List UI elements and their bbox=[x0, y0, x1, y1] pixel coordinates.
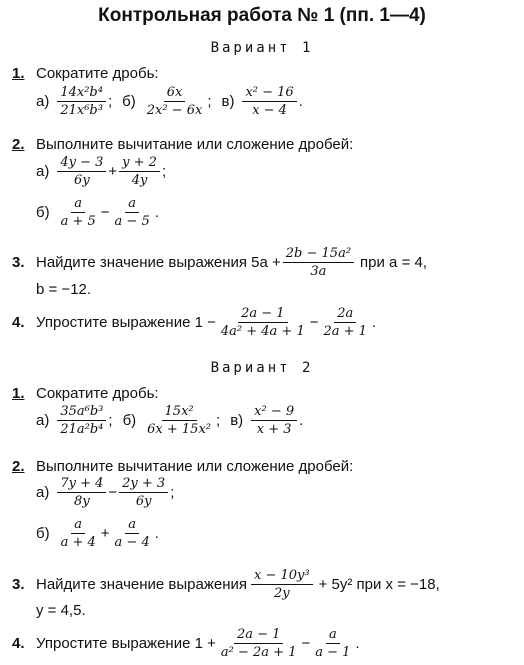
fraction bbox=[57, 155, 106, 188]
denominator: a² − 2a + 1 bbox=[220, 645, 297, 660]
fraction bbox=[251, 404, 297, 437]
numerator: a bbox=[71, 517, 85, 534]
numerator: x² − 9 bbox=[251, 404, 297, 421]
operator: + bbox=[100, 524, 110, 542]
numerator: 2a bbox=[334, 306, 356, 323]
numerator: 2b − 15a² bbox=[283, 246, 354, 263]
denominator: a + 4 bbox=[60, 535, 96, 550]
operator: − bbox=[108, 483, 118, 501]
item-label: б) bbox=[36, 524, 50, 542]
v1-task-2 bbox=[12, 136, 353, 154]
fraction bbox=[57, 404, 106, 437]
item-label: б) bbox=[36, 203, 50, 221]
item-label: а) bbox=[36, 483, 50, 501]
fraction bbox=[312, 627, 353, 660]
punct: . bbox=[299, 411, 304, 429]
denominator: 3a bbox=[310, 264, 327, 279]
v2-task-2b bbox=[36, 517, 159, 550]
v2-task-1-items bbox=[36, 404, 303, 437]
denominator: 21a²b⁴ bbox=[60, 422, 104, 437]
task-text-tail: при a = 4, bbox=[360, 253, 428, 271]
fraction bbox=[112, 517, 153, 550]
denominator: x + 3 bbox=[256, 422, 292, 437]
task-text: Упростите выражение 1 − bbox=[36, 313, 216, 331]
variant-2-heading: Вариант 2 bbox=[210, 360, 314, 376]
numerator: 2y + 3 bbox=[119, 476, 168, 493]
v1-task-4 bbox=[12, 306, 376, 339]
operator: − bbox=[301, 634, 311, 652]
punct: . bbox=[154, 524, 159, 542]
item-label: в) bbox=[221, 92, 235, 110]
denominator: 6y bbox=[74, 173, 90, 188]
task-text: Найдите значение выражения bbox=[36, 575, 247, 593]
item-label: б) bbox=[122, 92, 136, 110]
fraction bbox=[218, 627, 300, 660]
task-number: 4. bbox=[12, 634, 25, 652]
item-label: в) bbox=[230, 411, 244, 429]
operator: − bbox=[309, 313, 319, 331]
page-title: Контрольная работа № 1 (пп. 1—4) bbox=[98, 5, 426, 26]
fraction bbox=[321, 306, 370, 339]
task-text: Упростите выражение 1 + bbox=[36, 634, 216, 652]
numerator: a bbox=[326, 627, 340, 644]
numerator: a bbox=[125, 196, 139, 213]
fraction bbox=[119, 476, 168, 509]
numerator: 7y + 4 bbox=[57, 476, 106, 493]
numerator: x − 10y³ bbox=[251, 568, 313, 585]
task-number: 4. bbox=[12, 313, 25, 331]
numerator: y + 2 bbox=[119, 155, 160, 172]
task-number: 1. bbox=[12, 65, 25, 82]
task-number: 3. bbox=[12, 575, 25, 593]
numerator: 14x²b⁴ bbox=[57, 85, 106, 102]
task-number: 1. bbox=[12, 385, 25, 402]
denominator: a − 1 bbox=[315, 645, 351, 660]
task-number: 2. bbox=[12, 136, 25, 153]
v2-task-3-line2: y = 4,5. bbox=[36, 602, 86, 619]
denominator: a − 5 bbox=[114, 214, 150, 229]
numerator: 2a − 1 bbox=[238, 306, 287, 323]
numerator: 4y − 3 bbox=[57, 155, 106, 172]
numerator: a bbox=[125, 517, 139, 534]
denominator: 6x + 15x² bbox=[147, 422, 212, 437]
task-text: Найдите значение выражения 5a + bbox=[36, 253, 281, 271]
fraction bbox=[119, 155, 160, 188]
fraction bbox=[218, 306, 308, 339]
punct: . bbox=[298, 92, 303, 110]
v1-task-3-line2: b = −12. bbox=[36, 281, 92, 298]
fraction bbox=[58, 517, 99, 550]
task-text: Выполните вычитание или сложение дробей: bbox=[36, 136, 354, 153]
v2-task-2a bbox=[36, 476, 174, 509]
task-text-tail: + 5y² при x = −18, bbox=[318, 575, 440, 593]
fraction bbox=[57, 85, 106, 118]
numerator: 6x bbox=[164, 85, 186, 102]
variant-1-heading: Вариант 1 bbox=[210, 40, 314, 56]
numerator: 35a⁶b³ bbox=[57, 404, 106, 421]
fraction bbox=[251, 568, 313, 601]
denominator: 2y bbox=[273, 586, 290, 601]
item-label: а) bbox=[36, 411, 50, 429]
punct: ; bbox=[107, 92, 113, 110]
fraction bbox=[144, 85, 206, 118]
punct: ; bbox=[161, 162, 167, 180]
v1-task-1 bbox=[12, 65, 159, 83]
item-label: а) bbox=[36, 162, 50, 180]
task-number: 2. bbox=[12, 458, 25, 475]
task-text: Выполните вычитание или сложение дробей: bbox=[36, 458, 354, 475]
fraction bbox=[112, 196, 153, 229]
denominator: 2a + 1 bbox=[323, 324, 367, 339]
denominator: 8y bbox=[74, 494, 90, 509]
denominator: 6y bbox=[135, 494, 152, 509]
denominator: 4a² + 4a + 1 bbox=[220, 324, 305, 339]
item-label: б) bbox=[122, 411, 137, 429]
denominator: a + 5 bbox=[60, 214, 96, 229]
denominator: 2x² − 6x bbox=[146, 103, 203, 118]
denominator: 4y bbox=[131, 173, 148, 188]
v1-task-2a bbox=[36, 155, 166, 188]
task-text: Сократите дробь: bbox=[36, 385, 159, 402]
v1-task-3 bbox=[12, 246, 427, 279]
operator: + bbox=[108, 162, 118, 180]
punct: . bbox=[154, 203, 159, 221]
punct: ; bbox=[108, 411, 113, 429]
v2-task-2 bbox=[12, 458, 353, 476]
v2-task-1 bbox=[12, 385, 159, 403]
denominator: 21x⁶b³ bbox=[60, 103, 103, 118]
v1-task-1-items bbox=[36, 85, 303, 118]
punct: . bbox=[371, 313, 377, 331]
punct: . bbox=[355, 634, 360, 652]
fraction bbox=[144, 404, 214, 437]
numerator: 2a − 1 bbox=[234, 627, 283, 644]
item-label: а) bbox=[36, 92, 50, 110]
v2-task-3 bbox=[12, 568, 440, 601]
punct: ; bbox=[170, 483, 175, 501]
numerator: x² − 16 bbox=[242, 85, 296, 102]
fraction bbox=[57, 476, 106, 509]
fraction bbox=[242, 85, 296, 118]
operator: − bbox=[100, 203, 110, 221]
denominator: x − 4 bbox=[252, 103, 287, 118]
task-text: Сократите дробь: bbox=[36, 65, 159, 82]
numerator: 15x² bbox=[162, 404, 197, 421]
v1-task-2b bbox=[36, 196, 159, 229]
punct: ; bbox=[207, 92, 212, 110]
v2-task-4 bbox=[12, 627, 360, 660]
numerator: a bbox=[71, 196, 85, 213]
fraction bbox=[58, 196, 99, 229]
punct: ; bbox=[216, 411, 221, 429]
task-number: 3. bbox=[12, 253, 25, 271]
denominator: a − 4 bbox=[114, 535, 150, 550]
fraction bbox=[283, 246, 354, 279]
